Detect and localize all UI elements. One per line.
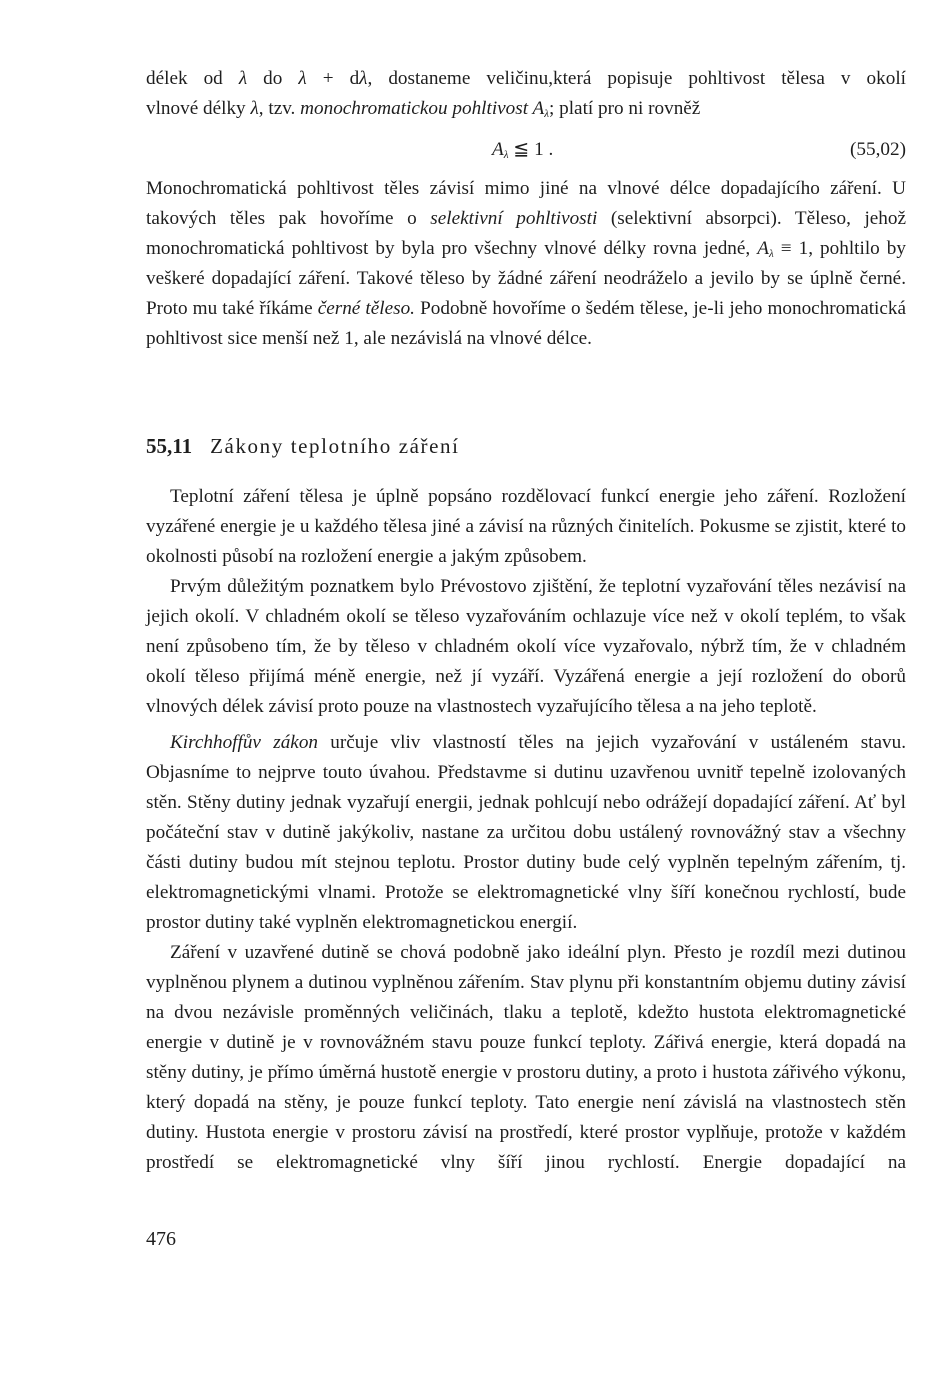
text-run: Podobně hovoříme o šedém tělese, je-li jeho monochromatická pohltivost sice menší než 1, ale nezávislá na vlnové délce. xyxy=(146,298,906,349)
text-run: + d xyxy=(306,68,360,89)
lambda-symbol: λ xyxy=(238,68,248,89)
continued-line-2 xyxy=(146,94,906,124)
subscript-lambda: λ xyxy=(768,248,774,260)
paragraph-2: Prvým důležitým poznatkem bylo Prévostovo zjištění, že teplotní vyzařování těles nezávisí na jejich okolí. V chladném okolí se těleso vyzařováním ochlazuje více než v okolí teplém, to však není způsobeno tím, že by těleso v chladném okolí více vyzařovalo, nýbrž tím, že v chladném okolí těleso přijímá méně energie, než jí vyzáří. Vyzářená energie a její rozložení do oborů vlnových délek závisí proto pouze na vlastnostech vyzařujícího tělesa a na jeho teplotě. xyxy=(146,576,906,717)
text-run: (selektivní absorpci). Těleso, jehož monochromatická pohltivost by byla pro všechny vlnové délky rovna jedné, xyxy=(146,208,907,259)
paragraph-1: Teplotní záření tělesa je úplně popsáno rozdělovací funkcí energie jeho záření. Rozložení vyzářené energie je u každého tělesa jiné a závisí na různých činitelích. Pokusme se zjistit, které to okolnosti působí na rozložení energie a jakým způsobem. xyxy=(146,486,906,567)
text-run: vlnové délky xyxy=(146,98,251,119)
term-monochromatic-absorptivity: monochromatickou pohltivost A xyxy=(300,98,545,119)
top-block xyxy=(146,64,906,354)
text-run: , dostaneme veličinu,která popisuje pohltivost tělesa v okolí xyxy=(367,68,906,89)
equation-number: (55,02) xyxy=(850,139,906,160)
section-body xyxy=(146,482,906,1178)
symbol-a: A xyxy=(757,238,769,259)
text-run: do xyxy=(247,68,299,89)
text-run: Monochromatická pohltivost těles závisí mimo jiné na vlnové délce dopadajícího záření. U takových těles pak hovoříme o xyxy=(146,178,906,229)
lambda-symbol: λ xyxy=(359,68,368,89)
text-run: , tzv. xyxy=(258,98,301,119)
page-number: 476 xyxy=(146,1228,176,1250)
lambda-symbol: λ xyxy=(250,98,259,119)
section-number: 55,11 xyxy=(146,434,193,458)
section-heading xyxy=(146,431,460,461)
subscript-lambda: λ xyxy=(544,108,549,120)
continued-line-1 xyxy=(146,64,906,94)
text-run: ; platí pro ni rovněž xyxy=(549,98,701,119)
paragraph-4: Záření v uzavřené dutině se chová podobně jako ideální plyn. Přesto je rozdíl mezi dutinou vyplněnou plynem a dutinou vyplněnou zářením. Stav plynu při konstantním objemu dutiny závisí na dvou nezávisle proměnných veličinách, tlaku a teplotě, kdežto hustota elektromagnetické energie v dutině je v rovnovážném stavu pouze funkcí teploty. Zářivá energie, která dopadá na stěny dutiny, je přímo úměrná hustotě energie v prostoru dutiny, a proto i hustota zářivého výkonu, který dopadá na stěny, je pouze funkcí teploty. Tato energie není závislá na vlastnostech stěn dutiny. Hustota energie v prostoru závisí na prostředí, které prostor vyplňuje, protože v každém prostředí se elektromagnetické vlny šíří jinou rychlostí. Energie dopadající na xyxy=(146,942,906,1173)
eq-relation: ≦ 1 . xyxy=(508,139,554,160)
eq-symbol-a: A xyxy=(492,139,504,160)
section-title: Zákony teplotního záření xyxy=(210,434,460,458)
lambda-symbol: λ xyxy=(298,68,307,89)
text-run: určuje vliv vlastností těles na jejich vyzařování v ustáleném stavu. Objasníme to nejprve touto úvahou. Představme si dutinu uzavřenou uvnitř tepelně izolovaných stěn. Stěny dutiny jednak vyzařují energii, jednak pohlcují nebo odrážejí dopadající záření. Ať byl počáteční stav v dutině jakýkoliv, nastane za určitou dobu ustálený rovnovážný stav a všechny části dutiny budou mít stejnou teplotu. Prostor dutiny bude celý vyplněn tepelným zářením, tj. elektromagnetickými vlnami. Protože se elektromagnetické vlny šíří konečnou rychlostí, bude prostor dutiny také vyplněn elektromagnetickou energií. xyxy=(146,732,906,933)
paragraph-3 xyxy=(146,728,906,938)
eq-subscript-lambda: λ xyxy=(503,149,509,161)
term-black-body: černé těleso. xyxy=(317,298,415,319)
paragraph-selective-absorption xyxy=(146,174,906,354)
term-selective-absorptivity: selektivní pohltivosti xyxy=(430,208,598,229)
text-run: ≡ 1, pohltilo by veškeré dopadající záření. Takové těleso by žádné záření neodráželo a jevilo by se úplně černé. Proto mu také říkáme xyxy=(146,238,906,319)
text-run: délek od xyxy=(146,68,239,89)
equation-formula xyxy=(492,135,553,165)
equation-55-02 xyxy=(146,135,906,165)
term-kirchhoff-law: Kirchhoffův zákon xyxy=(170,732,319,753)
